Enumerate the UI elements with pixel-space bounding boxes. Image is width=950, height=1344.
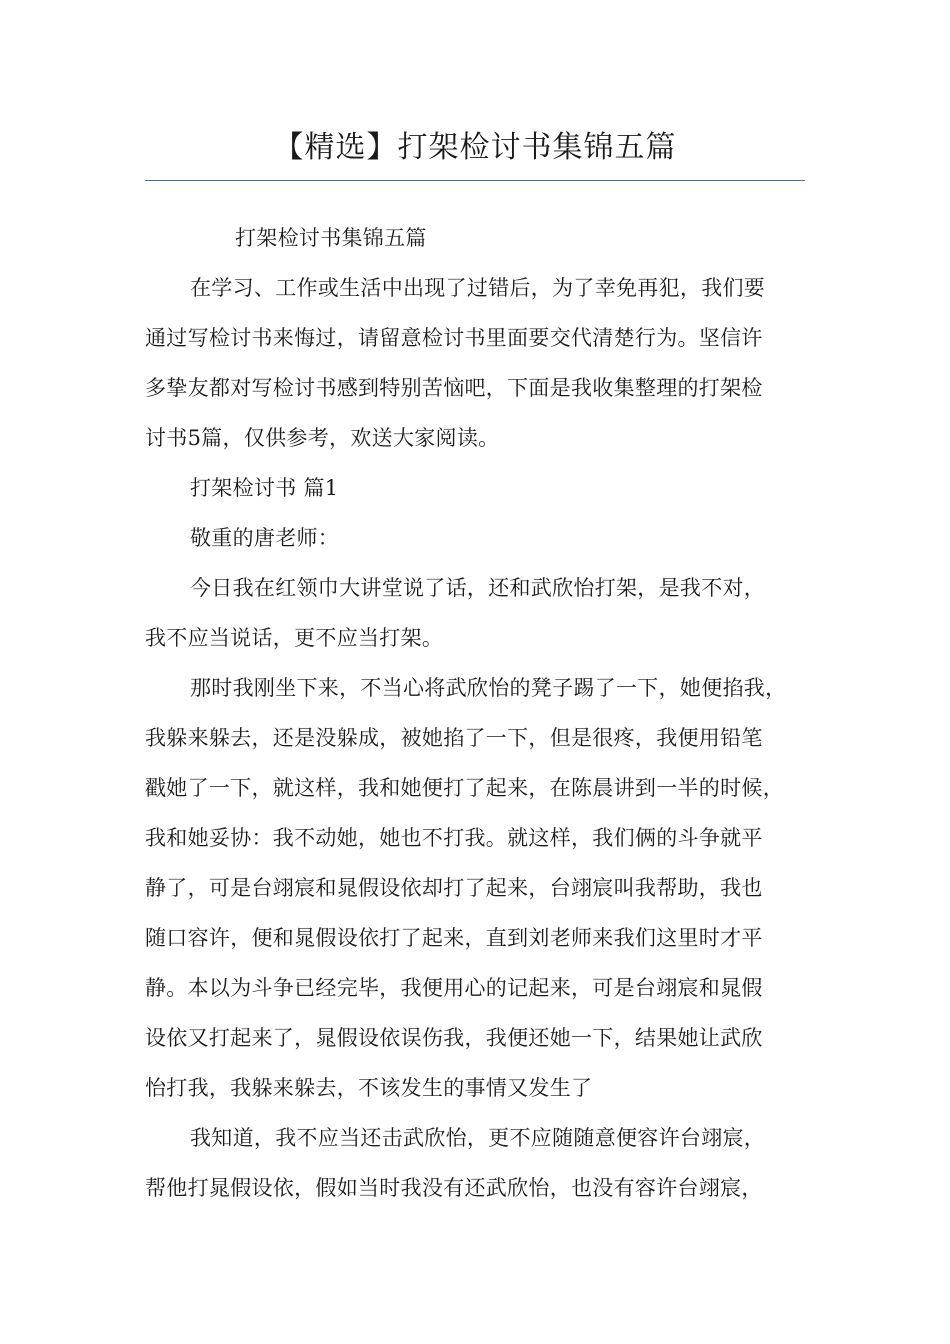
text-line: 我和她妥协：我不动她，她也不打我。就这样，我们俩的斗争就平 — [145, 826, 763, 850]
text-line: 在学习、工作或生活中出现了过错后，为了幸免再犯，我们要 — [190, 276, 766, 300]
text-line: 怡打我，我躲来躲去，不该发生的事情又发生了 — [145, 1076, 593, 1100]
paragraph — [145, 263, 807, 463]
text-line: 随口容许，便和晁假设依打了起来，直到刘老师来我们这里时才平 — [145, 926, 763, 950]
paragraph — [145, 1113, 807, 1213]
text-line: 打架检讨书集锦五篇 — [235, 226, 427, 250]
paragraph — [145, 563, 807, 663]
text-line: 那时我刚坐下来，不当心将武欣怡的凳子踢了一下，她便掐我， — [190, 676, 787, 700]
text-line: 静。本以为斗争已经完毕，我便用心的记起来，可是台翊宸和晁假 — [145, 976, 763, 1000]
text-line: 我不应当说话，更不应当打架。 — [145, 626, 444, 650]
text-line: 戳她了一下，就这样，我和她便打了起来，在陈晨讲到一半的时候， — [145, 776, 784, 800]
text-line: 讨书5篇，仅供参考，欢送大家阅读。 — [145, 426, 500, 450]
title-underline — [145, 180, 805, 181]
text-line: 我知道，我不应当还击武欣怡，更不应随随意便容许台翊宸， — [190, 1126, 766, 1150]
paragraph — [145, 513, 807, 563]
text-line: 我躲来躲去，还是没躲成，被她掐了一下，但是很疼，我便用铅笔 — [145, 726, 763, 750]
text-line: 多挚友都对写检讨书感到特别苦恼吧，下面是我收集整理的打架检 — [145, 376, 763, 400]
text-line: 敬重的唐老师： — [190, 526, 340, 550]
paragraph — [145, 213, 807, 263]
text-line: 今日我在红领巾大讲堂说了话，还和武欣怡打架，是我不对， — [190, 576, 766, 600]
text-line: 静了，可是台翊宸和晁假设依却打了起来，台翊宸叫我帮助，我也 — [145, 876, 763, 900]
paragraph — [145, 663, 807, 1113]
text-line: 打架检讨书 篇1 — [190, 476, 339, 500]
text-line: 通过写检讨书来悔过，请留意检讨书里面要交代清楚行为。坚信许 — [145, 326, 763, 350]
text-line: 设依又打起来了，晁假设依误伤我，我便还她一下，结果她让武欣 — [145, 1026, 763, 1050]
paragraph — [145, 463, 807, 513]
document-title: 【精选】打架检讨书集锦五篇 — [273, 130, 677, 165]
document-body — [145, 213, 807, 1213]
text-line: 帮他打晁假设依，假如当时我没有还武欣怡，也没有容许台翊宸， — [145, 1176, 763, 1200]
